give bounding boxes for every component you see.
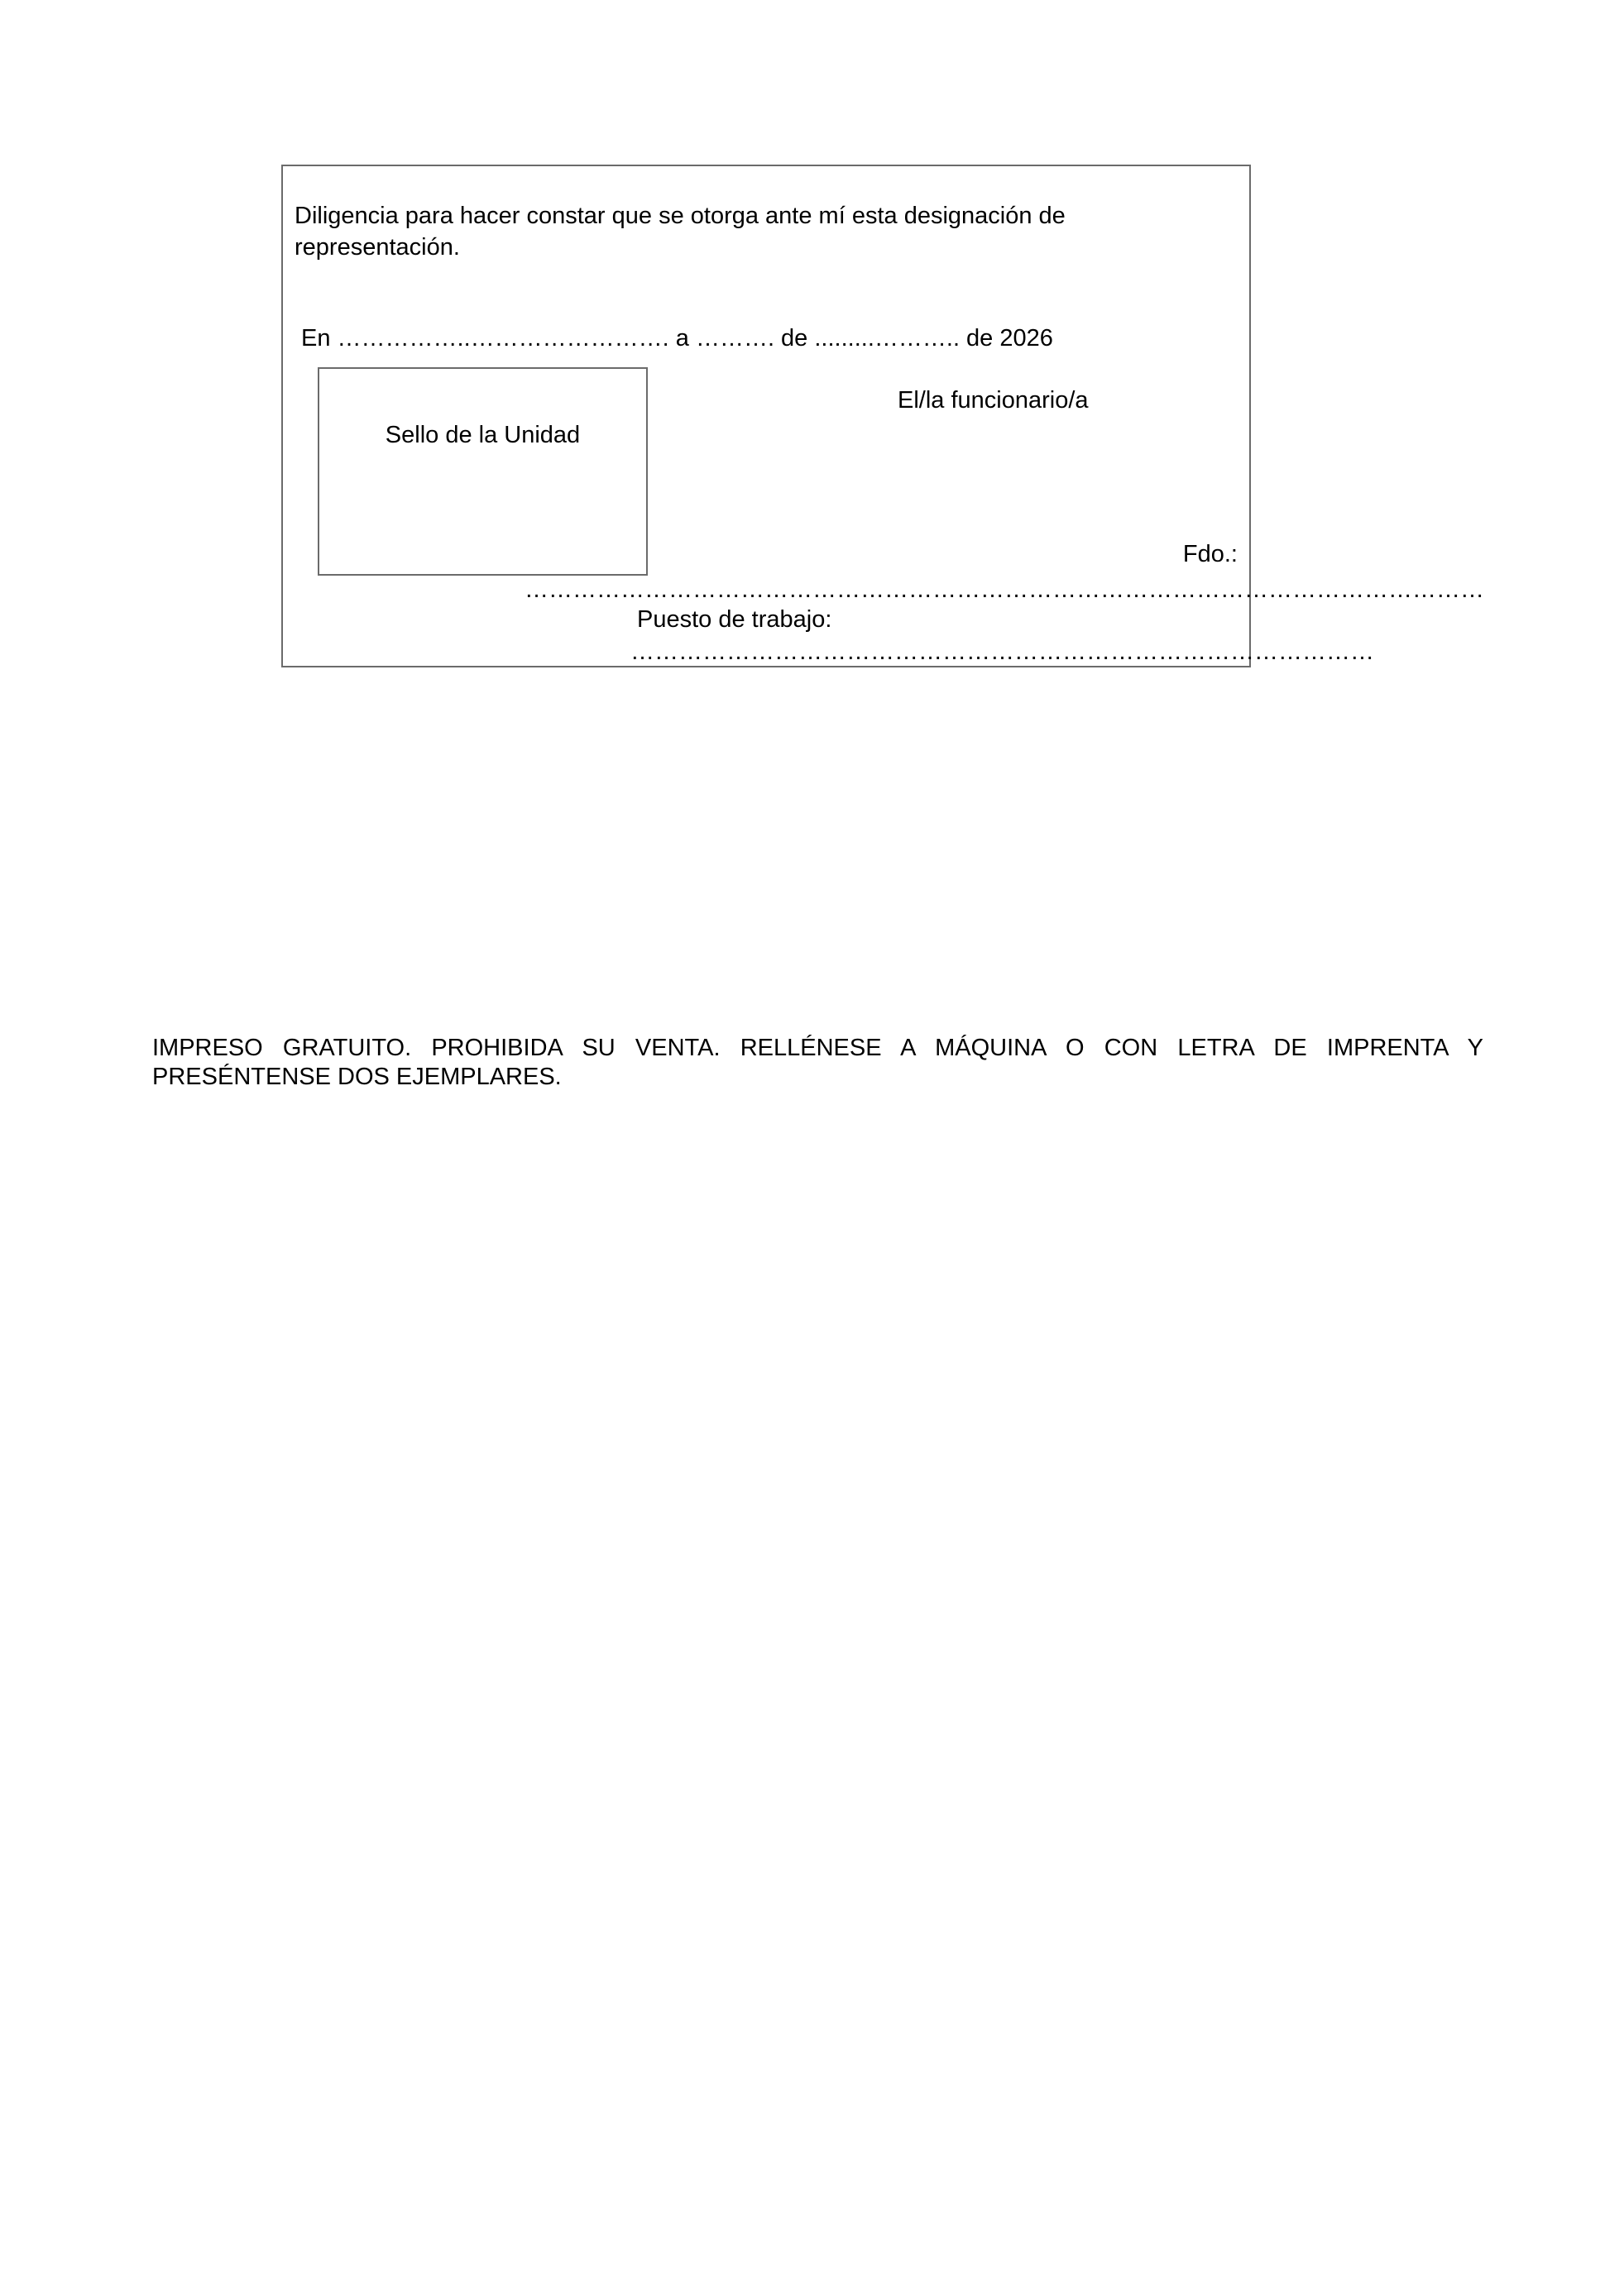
diligence-statement-line1: Diligencia para hacer constar que se otorga ante mí esta designación de xyxy=(295,203,1066,229)
place-date-field[interactable]: En ……………..……………………. a ………. de .........……….. de 2026 xyxy=(301,325,1053,352)
job-position-label: Puesto de trabajo: xyxy=(637,606,832,633)
signed-label: Fdo.: xyxy=(1182,541,1238,567)
official-label: El/la funcionario/a xyxy=(898,387,1089,414)
footer-notice: IMPRESO GRATUITO. PROHIBIDA SU VENTA. RELLÉNESE A MÁQUINA O CON LETRA DE IMPRENTA Y PRESÉNTENSE DOS EJEMPLARES. xyxy=(152,1035,1483,1090)
diligence-statement-line2: representación. xyxy=(295,234,460,261)
stamp-label: Sello de la Unidad xyxy=(385,422,581,448)
signature-line[interactable]: ………………………………………………………………………………………………………… xyxy=(525,576,1484,603)
job-position-line[interactable]: ………………………………………………………………………………… xyxy=(630,639,1374,665)
stamp-area xyxy=(318,367,648,576)
